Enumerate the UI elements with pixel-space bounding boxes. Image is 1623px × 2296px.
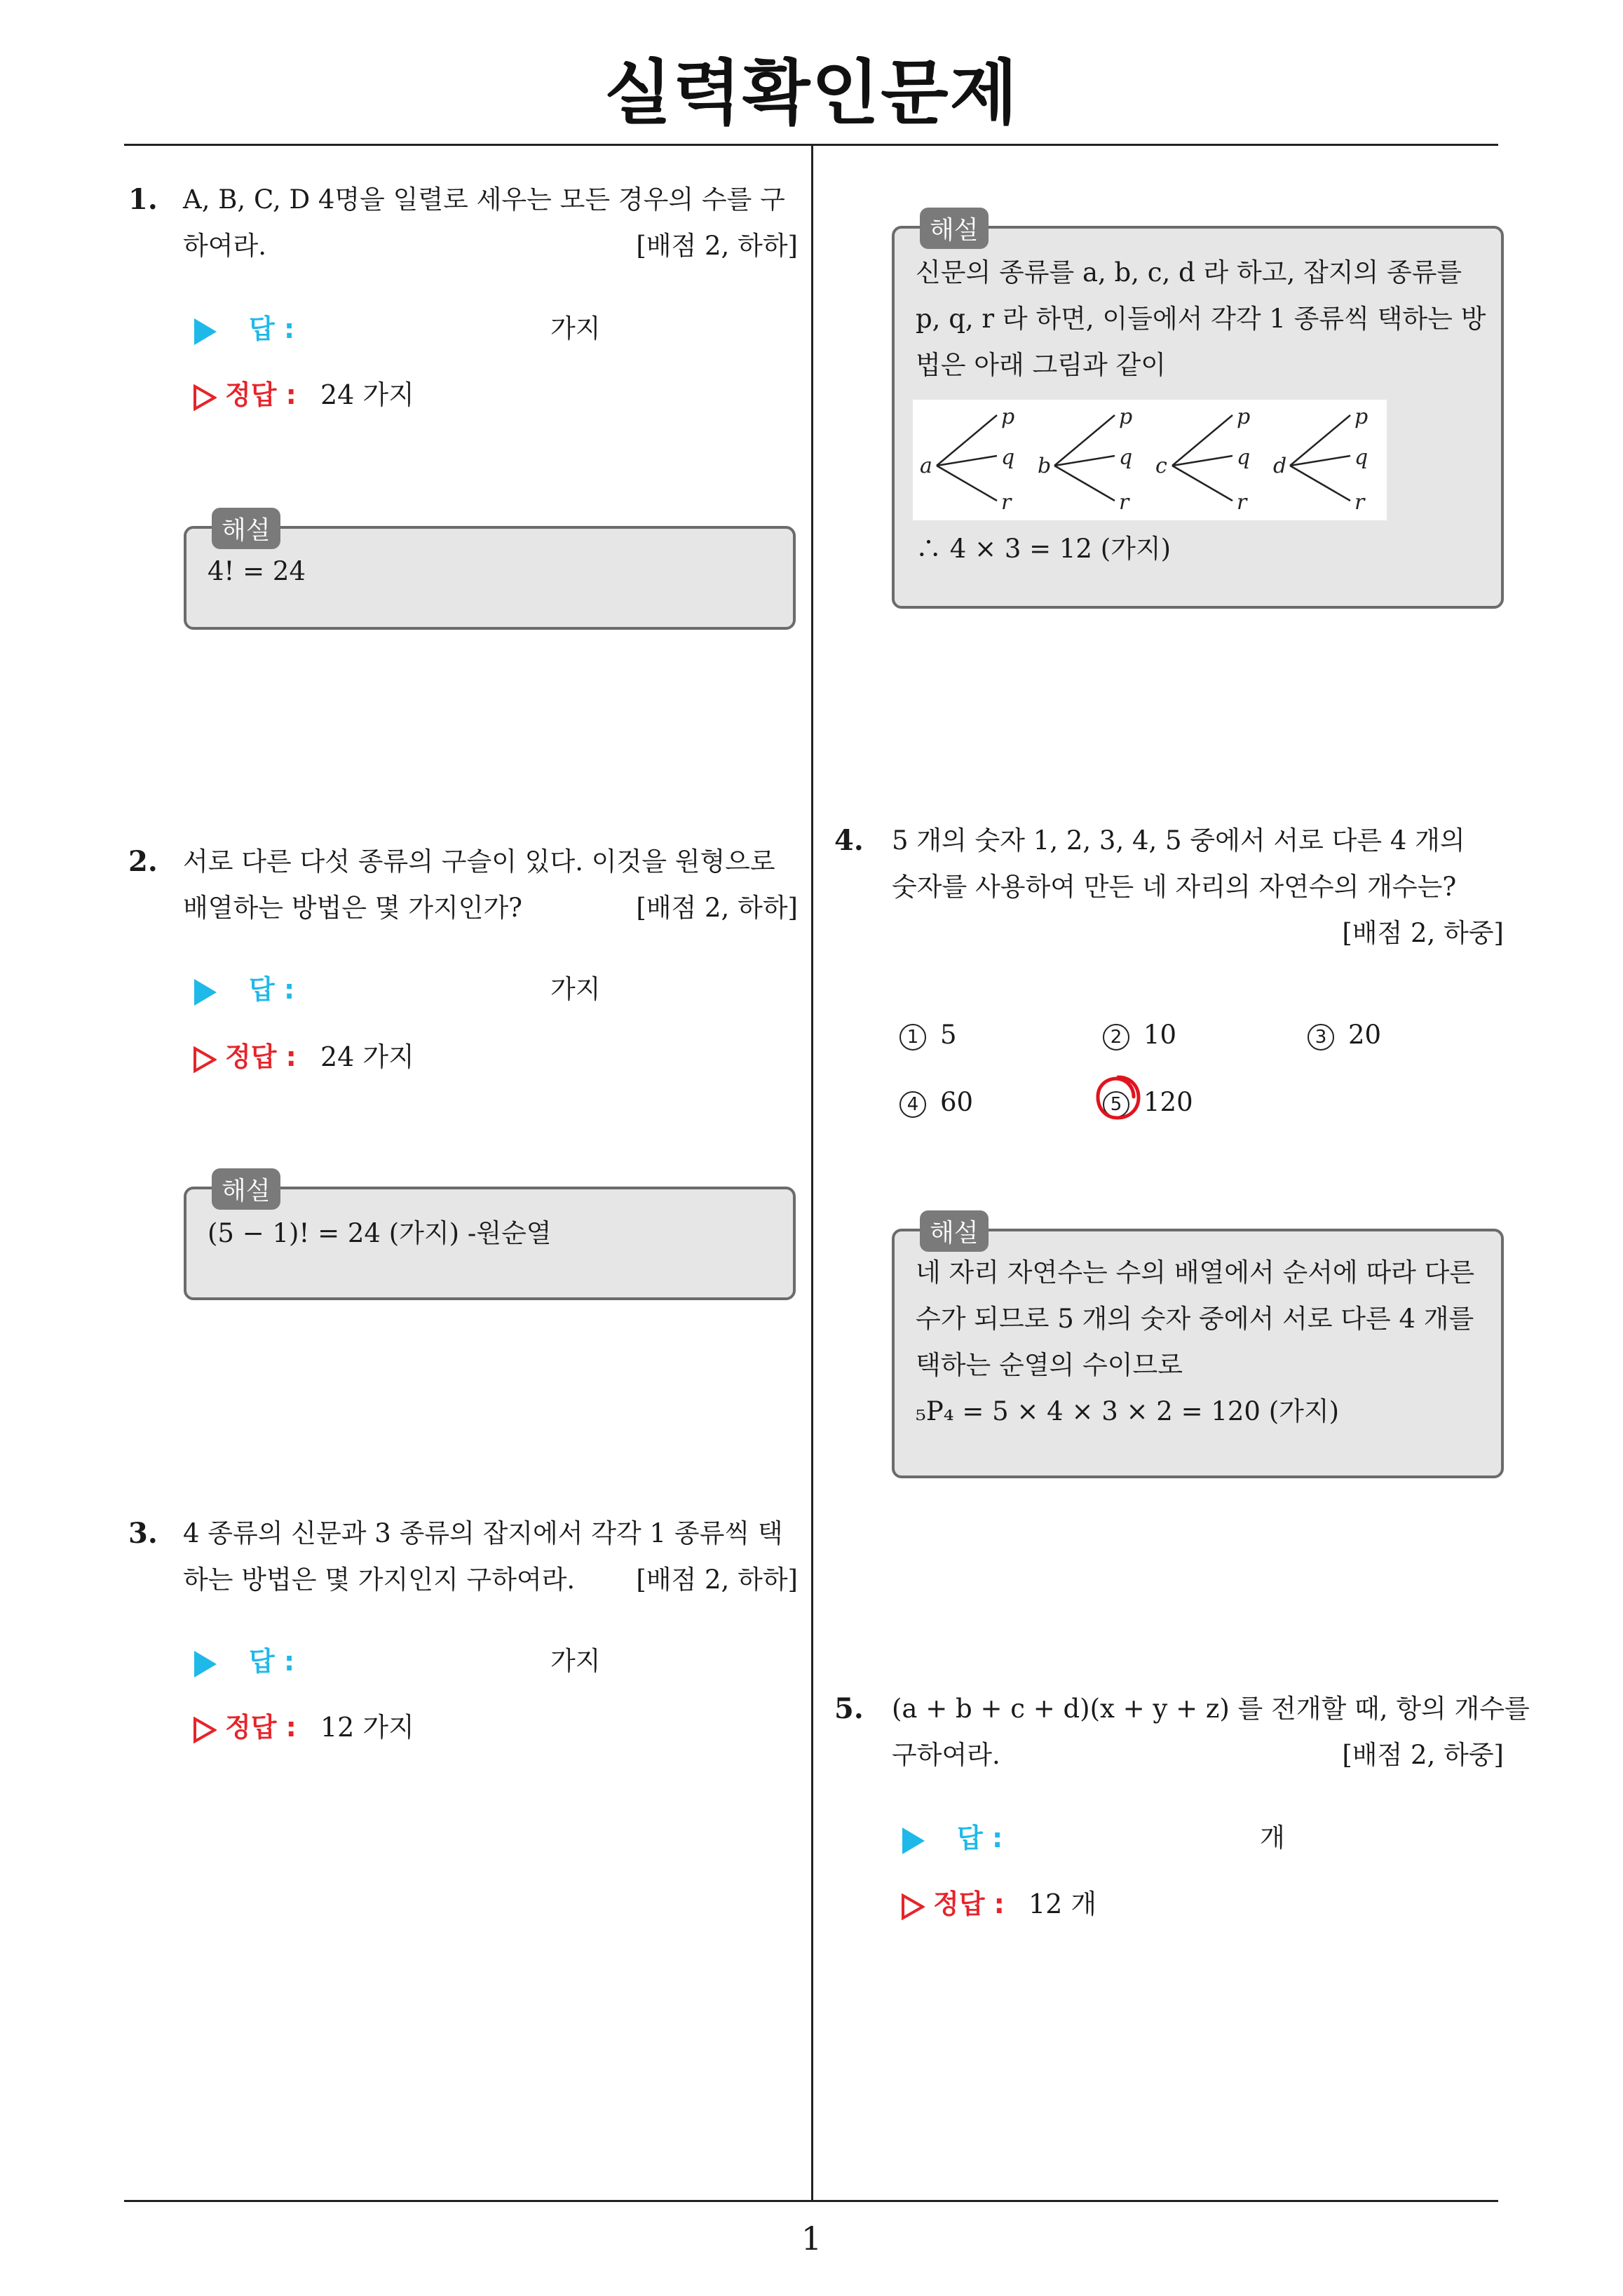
choice-3[interactable] [1308,1020,1381,1051]
question-number: 4. [834,824,864,857]
play-icon [194,979,217,1006]
choice-value: 5 [940,1020,957,1050]
explanation-line: ₅P₄ = 5 × 4 × 3 × 2 = 120 (가지) [916,1396,1340,1426]
page-number: 1 [801,2220,822,2257]
question-line: A, B, C, D 4명을 일렬로 세우는 모든 경우의 수를 구 [183,184,785,215]
answer-row [194,1640,294,1678]
answer-row [194,307,294,346]
correct-label: 정답 : [933,1889,1005,1919]
explanation-line: ∴ 4 × 3 = 12 (가지) [916,534,1172,564]
tree-root-label: c [1155,454,1167,478]
correct-value: 24 가지 [320,1041,414,1072]
choice-mark: 4 [899,1091,926,1118]
tree-branch [937,466,997,501]
question-4 [834,818,1504,958]
tree-leaf-label: q [1001,445,1015,470]
explanation-line: 신문의 종류를 a, b, c, d 라 하고, 잡지의 종류를 [916,257,1462,288]
question-2 [128,839,798,937]
correct-value: 12 가지 [320,1712,414,1743]
correct-answer-row [193,373,414,412]
score-meta: [배점 2, 하하] [636,1565,798,1595]
play-icon [902,1828,925,1854]
question-3 [128,1511,798,1609]
choice-mark: 3 [1308,1024,1334,1051]
column-divider [811,146,813,2201]
tree-leaf-label: q [1237,445,1251,470]
answer-row [194,968,294,1006]
explanation-line: 4! = 24 [208,556,306,586]
tree-leaf-label: p [1001,405,1015,429]
tree-branch [1054,466,1115,501]
choice-4[interactable] [899,1087,973,1118]
choice-value: 10 [1143,1020,1177,1050]
answer-label: 답 : [249,313,295,344]
question-line: 하는 방법은 몇 가지인지 구하여라. [183,1565,576,1595]
tree-leaf-label: q [1354,445,1369,470]
answer-field[interactable]: 가지 [550,313,601,344]
choice-mark: 1 [899,1024,926,1051]
correct-label: 정답 : [225,1712,297,1743]
explanation-tab: 해설 [920,208,989,249]
explanation-line: 택하는 순열의 수이므로 [916,1350,1183,1380]
tree-leaf-label: q [1119,445,1133,470]
footer-rule [124,2200,1498,2202]
correct-label: 정답 : [225,379,297,410]
correct-value: 24 가지 [320,379,414,410]
question-line: 5 개의 숫자 1, 2, 3, 4, 5 중에서 서로 다른 4 개의 [892,825,1465,856]
explanation-tab: 해설 [212,1168,280,1210]
question-number: 3. [128,1517,158,1550]
explanation-box [184,1177,796,1300]
answer-field[interactable]: 개 [1260,1823,1285,1853]
correct-label: 정답 : [225,1041,297,1072]
question-line: 서로 다른 다섯 종류의 구슬이 있다. 이것을 원형으로 [183,846,775,877]
question-line: 4 종류의 신문과 3 종류의 잡지에서 각각 1 종류씩 택 [183,1518,783,1548]
tree-leaf-label: p [1119,405,1133,429]
question-number: 1. [128,183,158,216]
outline-play-icon [193,384,217,411]
correct-answer-row [193,1706,414,1744]
outline-play-icon [193,1046,217,1073]
correct-value: 12 개 [1028,1889,1097,1919]
question-1 [128,177,798,275]
explanation-line: 네 자리 자연수는 수의 배열에서 순서에 따라 다른 [916,1257,1475,1288]
explanation-line: (5 − 1)! = 24 (가지) -원순열 [208,1218,552,1248]
outline-play-icon [901,1893,925,1920]
correct-answer-row [901,1882,1096,1921]
choice-value: 20 [1348,1020,1382,1050]
outline-play-icon [193,1717,217,1743]
answer-label: 답 : [249,1646,295,1677]
tree-leaf-label: r [1001,490,1012,515]
question-number: 5. [834,1692,864,1725]
explanation-line: 수가 되므로 5 개의 숫자 중에서 서로 다른 4 개를 [916,1304,1474,1334]
tree-leaf-label: r [1119,490,1129,515]
score-meta: [배점 2, 하중] [1342,918,1504,948]
answer-field[interactable]: 가지 [550,1646,601,1676]
tree-branch [1172,466,1232,501]
explanation-box [184,516,796,630]
question-line: 구하여라. [892,1740,1000,1770]
play-icon [194,318,217,345]
choice-mark: 2 [1103,1024,1129,1051]
explanation-tab: 해설 [212,508,280,549]
choice-2[interactable] [1103,1020,1176,1051]
score-meta: [배점 2, 하중] [1342,1740,1504,1770]
score-meta: [배점 2, 하하] [636,893,798,923]
score-meta: [배점 2, 하하] [636,231,798,261]
choice-value: 60 [940,1087,974,1117]
tree-leaf-label: p [1354,405,1369,429]
question-line: (a + b + c + d)(x + y + z) 를 전개할 때, 항의 개수를 [892,1694,1530,1724]
explanation-line: p, q, r 라 하면, 이들에서 각각 1 종류씩 택하는 방 [916,304,1486,334]
question-line: 숫자를 사용하여 만든 네 자리의 자연수의 개수는? [892,872,1457,902]
tree-branch [1290,466,1350,501]
correct-answer-row [193,1035,414,1074]
answer-label: 답 : [957,1823,1003,1853]
play-icon [194,1651,217,1677]
question-line: 배열하는 방법은 몇 가지인가? [183,893,523,923]
explanation-tab: 해설 [920,1210,989,1252]
selected-circle-icon [1094,1073,1143,1122]
page-title: 실력확인문제 [604,52,1019,134]
explanation-box [892,1219,1504,1478]
answer-label: 답 : [249,974,295,1005]
tree-leaf-label: p [1237,405,1251,429]
question-5 [834,1686,1530,1784]
choice-value: 120 [1143,1087,1193,1117]
tree-leaf-label: r [1237,490,1247,515]
question-number: 2. [128,845,158,878]
tree-root-label: a [920,454,932,478]
tree-diagram [913,400,1387,520]
tree-leaf-label: r [1354,490,1365,515]
explanation-line: 법은 아래 그림과 같이 [916,350,1166,380]
tree-root-label: b [1038,454,1052,478]
answer-field[interactable]: 가지 [550,974,601,1004]
question-line: 하여라. [183,231,266,261]
answer-row [902,1816,1003,1855]
choice-1[interactable] [899,1020,957,1051]
choice-mark: 5 [1103,1091,1129,1118]
tree-root-label: d [1273,454,1287,478]
